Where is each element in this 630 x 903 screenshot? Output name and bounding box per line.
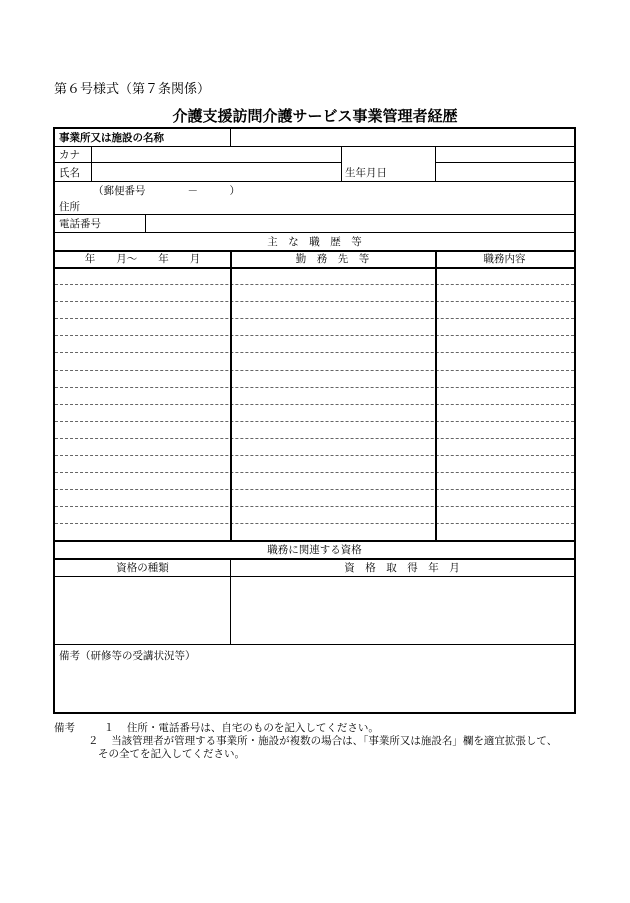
row-line	[55, 162, 341, 163]
row-line	[55, 558, 574, 560]
career-row	[55, 506, 574, 507]
career-row	[55, 370, 574, 371]
career-row	[55, 472, 574, 473]
career-form-table	[53, 127, 576, 714]
career-row	[55, 335, 574, 336]
notes	[54, 722, 557, 761]
career-row	[55, 404, 574, 405]
birthdate-label: 生年月日	[345, 167, 387, 179]
address-label: 住所	[59, 201, 80, 213]
career-row	[55, 489, 574, 490]
phone-label: 電話番号	[59, 218, 101, 230]
note-number: ２	[88, 735, 99, 747]
career-header: 主 な 職 歴 等	[267, 236, 362, 248]
form-number: 第６号様式（第７条関係）	[54, 82, 211, 97]
qualification-type-header: 資格の種類	[116, 562, 169, 574]
row-line	[55, 267, 574, 269]
form-title: 介護支援訪問介護サービス事業管理者経歴	[172, 107, 458, 125]
col-line	[230, 129, 231, 146]
row-line	[435, 162, 574, 163]
duties-column-header: 職務内容	[483, 253, 526, 265]
workplace-column-header: 勤 務 先 等	[295, 253, 370, 265]
row-line	[55, 214, 574, 215]
remarks-label: 備考（研修等の受講状況等）	[59, 650, 196, 662]
postal-code-label: （郵便番号 － ）	[93, 185, 240, 197]
note-number: １	[103, 722, 115, 734]
note-text: 住所・電話番号は、自宅のものを記入してください。	[126, 722, 379, 734]
career-row	[55, 523, 574, 524]
col-line	[145, 214, 146, 232]
col-line	[341, 146, 342, 181]
career-row	[55, 387, 574, 388]
career-row	[55, 301, 574, 302]
row-line	[55, 540, 574, 542]
career-row	[55, 318, 574, 319]
career-row	[55, 438, 574, 439]
qualifications-header: 職務に関連する資格	[267, 544, 362, 556]
row-line	[55, 232, 574, 233]
career-row	[55, 352, 574, 353]
qualification-date-header: 資 格 取 得 年 月	[344, 562, 460, 574]
col-line	[435, 146, 436, 181]
note-continuation: その全てを記入してください。	[98, 748, 245, 760]
career-row	[55, 455, 574, 456]
notes-heading: 備考	[54, 722, 75, 734]
kana-label: カナ	[59, 149, 80, 161]
career-row	[55, 421, 574, 422]
row-line	[55, 181, 574, 182]
col-line	[91, 146, 92, 181]
note-item	[54, 735, 557, 748]
row-line	[55, 146, 574, 147]
col-line	[230, 250, 232, 540]
note-text: 当該管理者が管理する事業所・施設が複数の場合は、「事業所又は施設名」欄を適宜拡張して、	[111, 735, 558, 747]
row-line	[55, 576, 574, 577]
name-label: 氏名	[59, 167, 80, 179]
row-line	[55, 250, 574, 252]
career-row	[55, 284, 574, 285]
facility-name-label: 事業所又は施設の名称	[59, 132, 164, 144]
col-line	[435, 250, 437, 540]
note-item	[54, 722, 557, 735]
period-column-header: 年 月～ 年 月	[84, 253, 201, 265]
row-line	[55, 644, 574, 645]
